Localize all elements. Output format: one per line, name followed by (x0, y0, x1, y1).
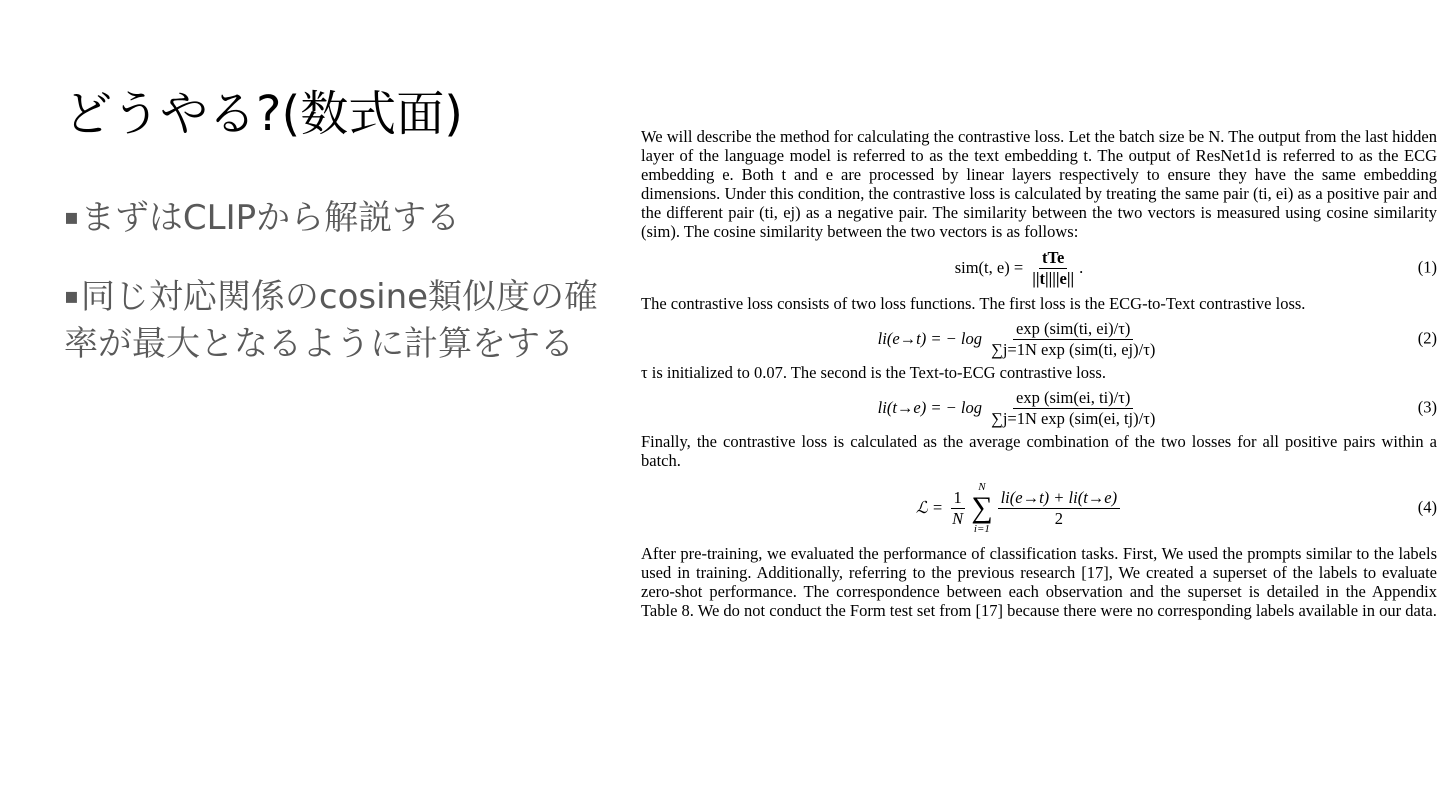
equation-3-lhs: li(t→e) = − log (877, 397, 982, 417)
equation-4-lhs: ℒ = (915, 497, 944, 517)
equation-1-number: (1) (1417, 257, 1437, 277)
equation-4-one-over-n: $\frac{1}{N}$ (952, 487, 964, 528)
paragraph-after-eq2: τ is initialized to 0.07. The second is the Text-to-ECG contrastive loss. (641, 363, 1106, 383)
equation-3-numerator: exp (sim(ei, ti)/τ) (1013, 389, 1133, 409)
equation-1-fraction (1029, 249, 1077, 288)
equation-4-number: (4) (1417, 497, 1437, 517)
slide-title: どうやる?(数式面) (64, 86, 463, 142)
paragraph-after-eq1: The contrastive loss consists of two loss functions. The first loss is the ECG-to-Text contrastive loss. (641, 294, 1306, 314)
equation-1-tail: . (1079, 257, 1084, 277)
equation-3-denominator: ∑j=1N exp (sim(ei, tj)/τ) (991, 408, 1156, 428)
bullet-item (64, 194, 624, 242)
equation-4-sum: N ∑ i=1 (971, 481, 993, 536)
equation-3-fraction (988, 389, 1158, 428)
equation-4-fraction (998, 489, 1121, 528)
equation-1-lhs: sim(t, e) = (954, 257, 1024, 277)
equation-4-numerator: li(e→t) + li(t→e) (998, 489, 1121, 509)
equation-1-numerator: tTe (1039, 249, 1067, 269)
bullet-marker: ▪ (64, 284, 79, 309)
equation-4-denominator: 2 (1054, 508, 1063, 528)
bullet-text: まずはCLIPから解説する (80, 198, 461, 238)
equation-1-denominator: ||t||||e|| (1032, 268, 1075, 288)
bullet-marker: ▪ (64, 205, 79, 230)
paragraph-after-eq3: Finally, the contrastive loss is calculated as the average combination of the two losses for all positive pairs within a batch. (641, 432, 1437, 471)
bullet-item (64, 273, 624, 368)
closing-paragraph: After pre-training, we evaluated the performance of classification tasks. First, We used the prompts similar to the labels used in training. Additionally, referring to the previous research [17], We created a superset of the labels to evaluate zero-shot performance. The correspondence between each observation and the superset is detailed in the Appendix Table 8. We do not conduct the Form test set from [17] because there were no corresponding labels available in our data. (641, 544, 1437, 620)
intro-paragraph: We will describe the method for calculating the contrastive loss. Let the batch size be N. The output from the last hidden layer of the language model is referred to as the text embedding t. The output of ResNet1d is referred to as the ECG embedding e. Both t and e are processed by linear layers respectively to ensure they have the same embedding dimensions. Under this condition, the contrastive loss is calculated by treating the same pair (ti, ei) as a positive pair and the different pair (ti, ej) as a negative pair. The similarity between the two vectors is measured using cosine similarity (sim). The cosine similarity between the two vectors is as follows: (641, 127, 1437, 241)
paper-excerpt (641, 128, 1437, 621)
equation-2-fraction (988, 320, 1158, 359)
equation-2-number: (2) (1417, 328, 1437, 348)
equation-3-number: (3) (1417, 397, 1437, 417)
equation-4 (641, 479, 1437, 537)
equation-2-lhs: li(e→t) = − log (877, 328, 982, 348)
bullet-text: 同じ対応関係のcosine類似度の確率が最大となるように計算をする (64, 277, 599, 364)
bullet-list (64, 194, 624, 399)
equation-2-numerator: exp (sim(ti, ei)/τ) (1013, 320, 1133, 340)
equation-1 (641, 246, 1437, 290)
equation-2 (641, 319, 1437, 359)
equation-2-denominator: ∑j=1N exp (sim(ti, ej)/τ) (991, 339, 1156, 359)
equation-3 (641, 388, 1437, 428)
